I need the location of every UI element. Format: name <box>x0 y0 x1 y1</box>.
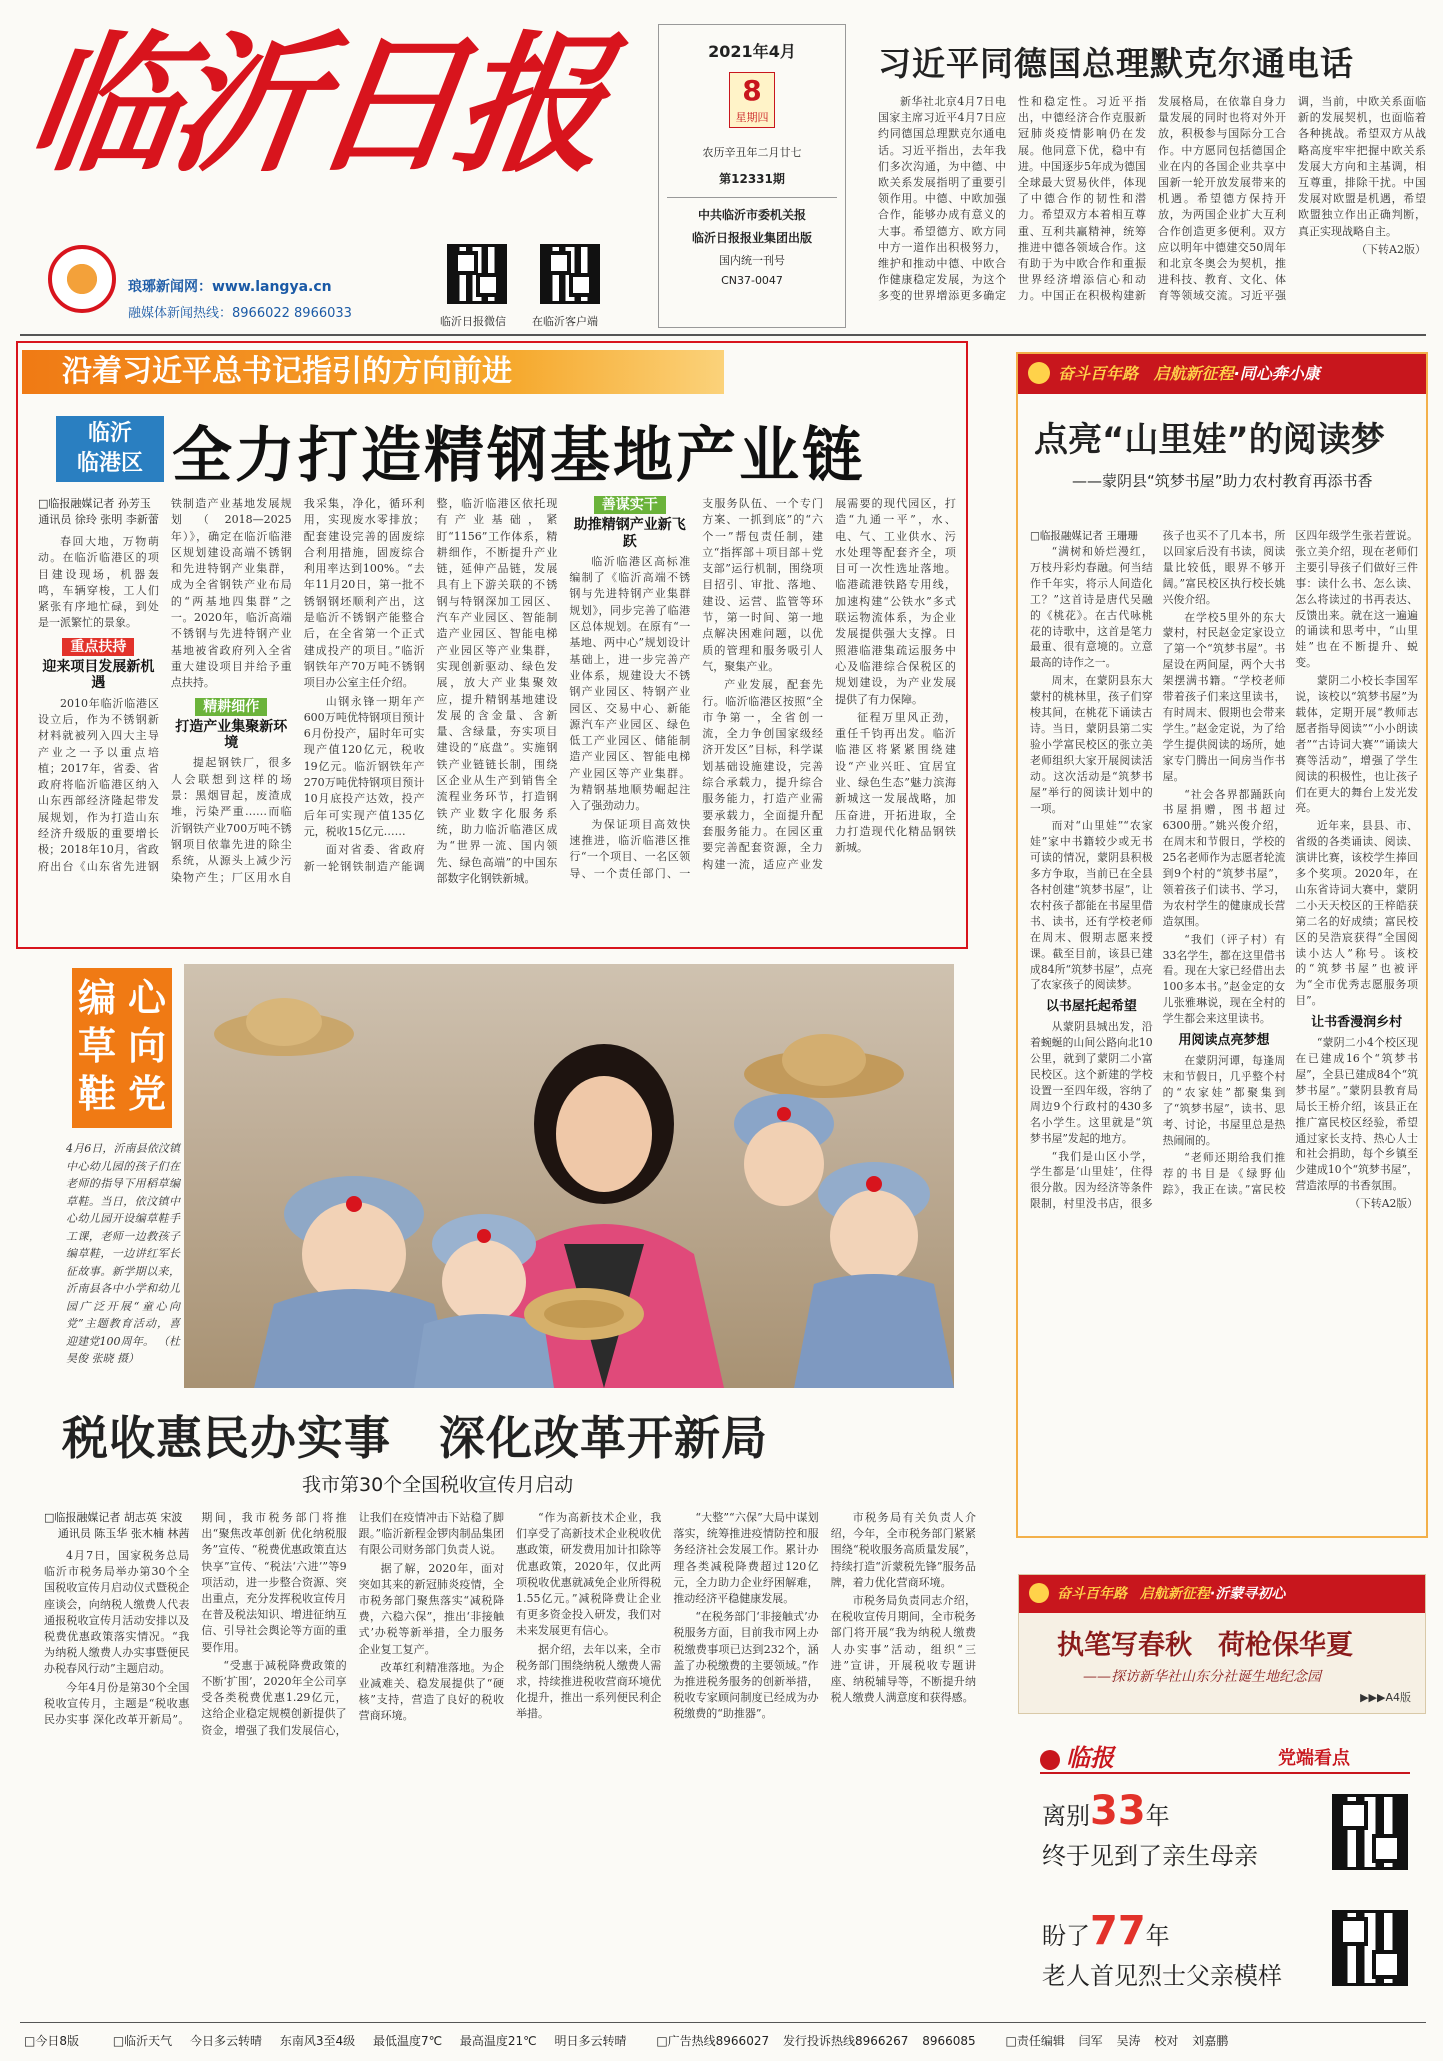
publisher-1: 中共临沂市委机关报 <box>697 208 806 222</box>
promo-history-title: 执笔写春秋 荷枪保华夏 <box>1057 1630 1353 1661</box>
day: 8 <box>742 74 762 107</box>
main-headline[interactable]: 全力打造精钢基地产业链 <box>172 421 865 491</box>
issue-number: 第12331期 <box>719 172 785 186</box>
app-story-1[interactable]: 离别33年 终于见到了亲生母亲 <box>1042 1788 1258 1870</box>
promo-history-subtitle: ——探访新华社山东分社诞生地纪念园 <box>1083 1669 1321 1685</box>
day-box <box>729 72 775 128</box>
top-story-body: 新华社北京4月7日电 国家主席习近平4月7日应约同德国总理默克尔通电话。习近平指出，去年我们多次沟通，为中德、中欧关系发展指明了重要引领作用。中德、中欧加强合作，能够办成有意义的大事。希望德方、欧方同中方一道作出积极努力，维护和推动中德、中欧合作健康稳定发展，为这个多变的世界增添更多确定性和稳定性。习近平指出，中德经济合作克服新冠肺炎疫情影响仍在发展。他同意下优，稳中有进。中国逐步5年成为德国全球最大贸易伙伴，体现了中德合作的韧性和潜力。希望双方本着相互尊重、互利共赢精神，统筹推进中德各领域合作。这有助于为中欧合作和重振世界经济增添信心和动力。中国正在积极构建新发展格局，在依靠自身力量发展的同时也将对外开放，积极参与国际分工合作。中方愿同包括德国企业在内的各国企业共享中国新一轮开放发展带来的机遇。希望德方保持开放，为两国企业扩大互利合作创造更多便利。双方应以明年中德建交50周年和北京冬奥会为契机，推进科技、教育、文化、体育等领域交流。习近平强调，当前，中欧关系面临新的发展契机，也面临着各种挑战。希望双方从战略高度牢牢把握中欧关系发展大方向和主基调，相互尊重，排除干扰。中国发展对欧盟是机遇，希望欧盟独立作出正确判断，真正实现战略自主。 （下转A2版） <box>878 95 1426 303</box>
tax-subhead: 我市第30个全国税收宣传月启动 <box>302 1474 574 1496</box>
issn-code: CN37-0047 <box>721 274 783 287</box>
party-emblem-icon <box>1028 362 1050 384</box>
photo-caption-block <box>66 1140 180 1388</box>
qr-caption-wechat: 临沂日报微信 <box>440 315 506 328</box>
party-emblem-icon-3 <box>1040 1750 1060 1770</box>
publisher-2: 临沂日报报业集团出版 <box>691 231 812 245</box>
right-feature-subhead: ——蒙阴县“筑梦书屋”助力农村教育再添书香 <box>1072 472 1373 490</box>
top-story-headline[interactable]: 习近平同德国总理默克尔通电话 <box>878 44 1354 83</box>
promo-history-banner: 奋斗百年路 启航新征程·沂蒙寻初心 <box>1019 1575 1425 1613</box>
promo-card-history[interactable] <box>1018 1574 1426 1714</box>
weekday: 星期四 <box>735 111 769 124</box>
date-box <box>658 24 846 328</box>
footer-bar: □今日8版 □临沂天气 今日多云转晴 东南风3至4级 最低温度7℃ 最高温度21℃ 明日多云转晴 □广告热线8966027 发行投诉热线8966267 8966085 □责任编辑 闫军 吴涛 校对 刘嘉鹏 <box>24 2034 1229 2048</box>
right-feature-body: □临报融媒记者 王珊珊 “满树和娇烂漫红，万枝丹彩灼春融。何当结作千年实，将示人间造化工？”这首诗是唐代吴融的《桃花》。在古代咏桃花的诗歌中，这首是笔力最重、很有意境的。立意最高的诗作之一。 周末，在蒙阴县东大蒙村的桃林里，孩子们穿梭其间，在桃花下诵读古诗。当日，蒙阴县第二实验小学富民校区的张立美老师组织大家开展阅读活动。这次活动是“筑梦书屋”举行的阅读计划中的一项。 而对“山里娃”“农家娃”家中书籍较少或无书可读的情况，蒙阴县积极多方争取，当前已在全县各村创建“筑梦书屋”，让农村孩子都能在书屋里借书、读书，还有学校老师在周末、假期志愿来授课。截至目前，该县已建成84所“筑梦书屋”，点亮了农家孩子的阅读梦。 以书屋托起希望 从蒙阴县城出发，沿着蜿蜒的山间公路向北10公里，就到了蒙阴二小富民校区。这个新建的学校设置一至四年级，容纳了周边9个行政村的430多名小学生。这里就是“筑梦书屋”发起的地方。 “我们是山区小学，学生都是‘山里娃’，住得很分散。因为经济等条件限制，村里没书店，很多孩子也买不了几本书，所以回家后没有书读，阅读量比较低，眼界不够开阔。”富民校区执行校长姚兴俊介绍。 在学校5里外的东大蒙村，村民赵金定家设立了第一个“筑梦书屋”。书屋设在两间屋，两个大书架摆满书籍。“学校老师带着孩子们来这里读书，有时周末、假期也会带来学生。”赵金定说，为了给学生提供阅读的场所，她家专门腾出一间房当作书屋。 “社会各界都踊跃向书屋捐赠，图书超过6300册。”姚兴俊介绍，在周末和节假日，学校的25名老师作为志愿者轮流到9个村的“筑梦书屋”，领着孩子们读书、学习，为农村学生的健康成长营造氛围。 “我们（评子村）有33名学生，都在这里借书看。现在大家已经借出去100多本书。”赵金定的女儿张雅琳说，现在全村的学生都会来这里读书。 用阅读点亮梦想 在蒙阴河谭，每逢周末和节假日，几乎整个村的“农家娃”都聚集到了“筑梦书屋”，读书、思考、讨论，书屋里总是热热闹闹的。 “老师还期给我们推荐的书目是《绿野仙踪》，我正在读。”富民校区四年级学生张若萱说。张立美介绍，现在老师们主要引导孩子们做好三件事：读什么书、怎么读、怎么将读过的书再表达、反馈出来。就在这一遍遍的诵读和思考中，“山里娃”也在不断提升、蜕变。 蒙阴二小校长李国军说，该校以“筑梦书屋”为载体，定期开展“教师志愿者指导阅读”“小小朗读者”“古诗词大赛”“诵读大赛等活动”，增强了学生阅读的积极性，也让孩子们在更大的舞台上发光发亮。 近年来，县县、市、省级的各类诵读、阅读、演讲比赛，该校学生捧回多个奖项。2020年，在山东省诗词大赛中，蒙阴二小天天校区的王梓皓获第二名的好成绩；富民校区的吴浩宸获得“全国阅读小达人”称号。该校的“筑梦书屋”也被评为“全市优秀志愿服务项目”。 让书香漫润乡村 “蒙阴二小4个校区现在已建成16个“筑梦书屋”，全县已建成84个“筑梦书屋”。”蒙阴县教育局局长王桥介绍，该县正在推广富民校区经验，希望通过家长支持、热心人士和社会捐助，每个乡镇至少建成10个“筑梦书屋”，营造浓厚的书香氛围。 （下转A2版） <box>1030 529 1418 1211</box>
website[interactable]: 琅琊新闻网：www.langya.cn <box>128 279 332 295</box>
photo-credit: （杜昊俊 张晓 摄） <box>66 1334 181 1365</box>
promo-card-app <box>1018 1730 1426 2018</box>
top-story-continued: （下转A2版） <box>1356 242 1426 256</box>
tax-body: □临报融媒记者 胡志英 宋波 通讯员 陈玉华 张木楠 林茜 4月7日，国家税务总局临沂市税务局举办第30个全国税收宣传月启动仪式暨税企座谈会，向纳税人缴费人代表通报税收宣传月活动安排以及税费优惠政策落实情况。“我为纳税人缴费人办实事暨便民办税春风行动”主题启动。 今年4月份是第30个全国税收宣传月，主题是“税收惠民办实事 深化改革开新局”。期间，我市税务部门将推出“聚焦改革创新 优化纳税服务”宣传、“税费优惠政策直达快享”宣传、“税法‘六进’”等9项活动，进一步整合资源、突出重点，充分发挥税收宣传月在普及税法知识、增进征纳互信、引导社会舆论等方面的重要作用。 “受惠于减税降费政策的不断‘扩围’，2020年全公司享受各类税费优惠1.29亿元，这给企业稳定规模创新提供了资金，增强了我们发展信心，让我们在疫情冲击下站稳了脚跟。”临沂新程金锣肉制品集团有限公司财务部门负责人说。 据了解，2020年，面对突如其来的新冠肺炎疫情，全市税务部门聚焦落实“减税降费，六稳六保”，推出‘非接触式’办税等新举措，全力服务企业复工复产。 改革红利精准落地。为企业减难关、稳发展提供了“硬核”支持，营造了良好的税收营商环境。 “作为高新技术企业，我们享受了高新技术企业税收优惠政策，研发费用加计扣除等优惠政策，2020年，仅此两项税收优惠就减免企业所得税1.55亿元。”减税降费让企业有更多资金投入研发，我们对未来发展更有信心。 据介绍，去年以来，全市税务部门围绕纳税人缴费人需求，持续推进税收营商环境优化提升，推出一系列便民利企举措。 “大整”“六保”大局中谋划落实，统筹推进疫情防控和服务经济社会发展工作。累计办理各类减税降费超过120亿元，全力助力企业纾困解难，推动经济平稳健康发展。 “在税务部门‘非接触式’办税服务方面，目前我市网上办税缴费事项已达到232个，涵盖了办税缴费的主要领域。”作为推进税务服务的创新举措，税收专家顾问制度已经成为办税缴费的“助推器”。 市税务局有关负责人介绍，今年，全市税务部门紧紧围绕“税收服务高质量发展”，持续打造“沂蒙税先锋”服务品牌，着力优化营商环境。 市税务局负责同志介绍，在税收宣传月期间，全市税务部门将开展“我为纳税人缴费人办实事”活动，组织“三进”宣讲，开展税收专题讲座、纳税辅导等，不断提升纳税人缴费人满意度和获得感。 <box>44 1511 976 1737</box>
subhead-title-2: 打造产业集聚新环境 <box>175 718 288 752</box>
app-logo: 临报 <box>1040 1738 1114 1773</box>
qr-code-wechat-icon <box>447 244 507 304</box>
lunar-date: 农历辛丑年二月廿七 <box>702 146 802 159</box>
right-feature-banner: 奋斗百年路 启航新征程·同心奔小康 <box>1018 354 1426 394</box>
qr-code-app-icon <box>540 244 600 304</box>
main-byline: □临报融媒记者 孙芳玉 通讯员 徐玲 张明 李新蕾 <box>38 497 159 526</box>
masthead-logo <box>17 17 640 210</box>
tax-byline: □临报融媒记者 胡志英 宋波 通讯员 陈玉华 张木楠 林茜 <box>44 1511 190 1540</box>
photo-caption: 4月6日，沂南县依汶镇中心幼儿园的孩子们在老师的指导下用稻草编草鞋。当日，依汶镇中心幼儿园开设编草鞋手工课，老师一边教孩子编草鞋，一边讲红军长征故事。新学期以来，沂南县各中小学和幼儿园广泛开展“童心向党”主题教育活动，喜迎建党100周年。 <box>66 1142 180 1348</box>
main-banner: 沿着习近平总书记指引的方向前进 <box>22 350 724 394</box>
right-subhead-3: 让书香漫润乡村 <box>1311 1015 1403 1031</box>
subhead-title-3: 助推精钢产业新飞跃 <box>573 517 686 550</box>
logo-text: 临沂日报 <box>17 17 611 193</box>
party-emblem-icon-2 <box>1029 1583 1049 1603</box>
location-tag: 临沂 临港区 <box>56 416 164 482</box>
qr-code-story-2-icon <box>1332 1910 1408 1986</box>
app-story-2[interactable]: 盼了77年 老人首见烈士父亲模样 <box>1042 1908 1282 1990</box>
app-logo-sub: 党端看点 <box>1278 1748 1350 1769</box>
subhead-tag-2: 精耕细作 <box>195 698 267 716</box>
tax-headline[interactable]: 税收惠民办实事 深化改革开新局 <box>62 1411 768 1465</box>
qr-code-story-1-icon <box>1332 1794 1408 1870</box>
seal-emblem-icon <box>48 245 116 313</box>
right-feature-byline: □临报融媒记者 王珊珊 <box>1030 530 1138 542</box>
right-feature-continued: （下转A2版） <box>1349 1197 1418 1211</box>
news-photo <box>184 964 954 1388</box>
promo-history-page: ▶▶▶A4版 <box>1360 1691 1411 1704</box>
subhead-tag-1: 重点扶持 <box>62 638 134 656</box>
subhead-title-1: 迎来项目发展新机遇 <box>42 659 155 692</box>
subhead-tag-3: 善谋实干 <box>594 496 666 514</box>
right-subhead-2: 用阅读点亮梦想 <box>1178 1033 1270 1049</box>
right-subhead-1: 以书屋托起希望 <box>1045 999 1137 1015</box>
qr-caption-app: 在临沂客户端 <box>532 315 598 328</box>
photo-vertical-title: 心 向 党 编 草 鞋 <box>72 968 172 1128</box>
photo-illustration <box>184 964 954 1388</box>
date: 2021年4月 <box>708 42 796 61</box>
main-story-body: □临报融媒记者 孙芳玉 通讯员 徐玲 张明 李新蕾 春回大地，万物萌动。在临沂临港区的项目建设现场，机器轰鸣，车辆穿梭，工人们紧张有序地忙碌，到处是一派繁忙的景象。 重点扶持 迎来项目发展新机遇 2010年临沂临港区设立后，作为不锈钢新材料就被列入四大主导产业之一予以重点培植；2017年，省委、省政府将临沂临港区纳入山东西部经济隆起带发展规划，作为打造山东经济升级版的重要增长极；2018年10月，省政府出台《山东省先进钢铁制造产业基地发展规划（2018—2025年）》，确定在临沂临港区规划建设高端不锈钢和先进特钢产业集群，成为全省钢铁产业布局的“两基地四集群”之一。2020年，临沂高端不锈钢与先进特钢产业基地被省政府列入全省重大建设项目并给予重点扶持。 精耕细作 打造产业集聚新环境 提起钢铁厂，很多人会联想到这样的场景：黑烟冒起，废渣成堆，污染严重……而临沂钢铁产业700万吨不锈钢项目依靠先进的除尘系统，从源头上减少污染物产生；厂区用水自我采集，净化，循环利用，实现废水零排放；配套建设完善的固废综合利用措施，固废综合利用率达到100%。“去年11月20日，第一批不锈钢钢坯顺利产出，这是临沂不锈钢产能整合后，在全省第一个正式建成投产的项目。”临沂钢铁年产70万吨不锈钢项目办公室主任介绍。 山钢永锋一期年产600万吨优特钢项目预计6月份投产，届时年可实现产值120亿元，税收19亿元。临沂钢铁年产270万吨优特钢项目预计10月底投产达效，投产后年可实现产值135亿元，税收15亿元…… 面对省委、省政府新一轮钢铁制造产能调整，临沂临港区依托现有产业基础，紧盯“1156”工作体系，精耕细作，不断提升产业链，延伸产品链，发展具有上下游关联的不锈钢与特钢深加工园区、汽车产业园区、智能制造产业园区、智能电梯产业园区等产业集群，实现创新驱动、绿色发展，放大产业集聚效应，提升精钢基地建设发展的含金量、含新量、含绿量，夯实项目建设的“底盘”。实施钢铁产业链链长制，围绕区企业从生产到销售全流程业务环节，打造钢铁产业数字化服务系统，助力临沂临港区成为“世界一流、国内领先、绿色高端”的中国东部数字化钢铁新城。 善谋实干 助推精钢产业新飞跃 临沂临港区高标准编制了《临沂高端不锈钢与先进特钢产业集群规划》，同步完善了临港区总体规划。在原有“一基地、两中心”规划设计基础上，进一步完善产业体系，规建设大不锈钢产业园区、特钢产业园区、交易中心、新能源汽车产业园区、绿色低工产业园区、储能制造产业园区、智能电梯产业园区等产业集群。为精钢基地顺势崛起注入了强劲动力。 为保证项目高效快速推进，临沂临港区推行“一个项目、一名区领导、一个责任部门、一支服务队伍、一个专门方案、一抓到底”的“六个一”帮包责任制，建立“指挥部＋项目部＋党支部”运行机制，围绕项目招引、审批、落地、建设、运营、监管等环节，第一时间、第一地点解决困难问题，以优质的管理和服务吸引人气，聚集产业。 产业发展，配套先行。临沂临港区按照“全市争第一，全省创一流，全力争创国家级经济开发区”目标，科学谋划基础设施建设，完善综合承载力，提升综合服务能力，打造产业需要承载力，全面提升配套服务能力。在园区重要完善配套资源，全力构建一流，适应产业发展需要的现代园区，打造“九通一平”，水、电、气、工业供水、污水处理等配套齐全，项目可一次性选址落地。临港疏港铁路专用线，加速构建“公铁水”多式联运物流体系，为企业发展提供强大支撑。日照港临港集疏运服务中心及临港综合保税区的规划建设，为产业发展提供了有力保障。 征程万里风正劲，重任千钧再出发。临沂临港区将紧紧围绕建设“产业兴旺、宜居宜业、绿色生态”魅力滨海新城这一发展战略，加压奋进，开拓进取，全力打造现代化精品钢铁新城。 <box>38 497 956 885</box>
right-feature-headline[interactable]: 点亮“山里娃”的阅读梦 <box>1034 420 1385 460</box>
hotline: 融媒体新闻热线：8966022 8966033 <box>128 306 352 321</box>
issn-label: 国内统一刊号 <box>719 254 785 267</box>
